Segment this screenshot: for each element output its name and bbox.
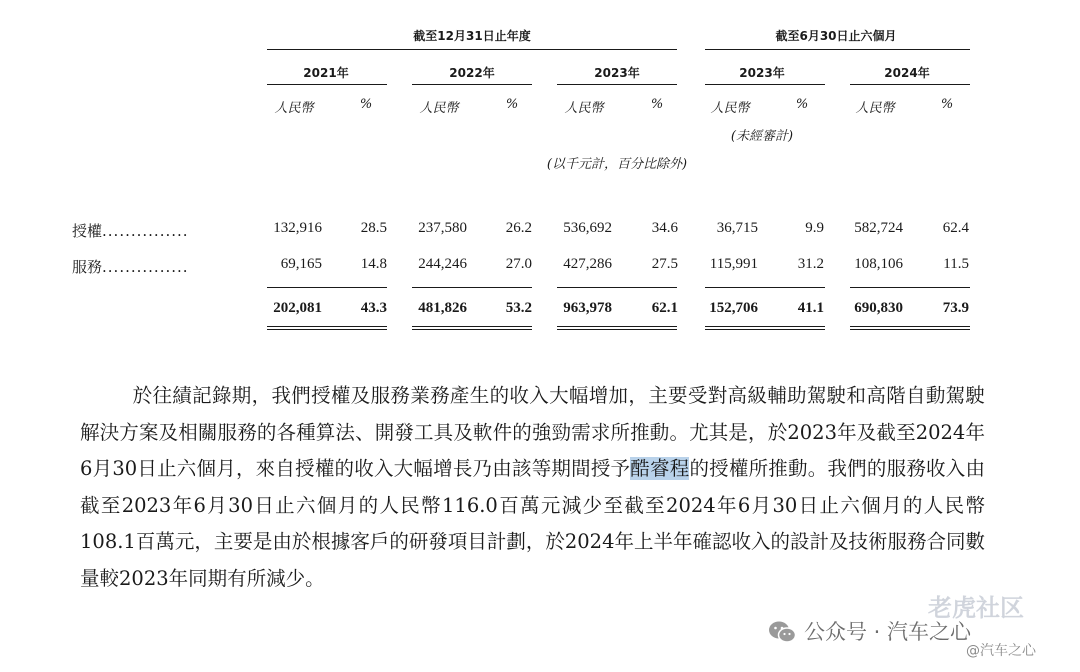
col-rmb-2022: 人民幣 xyxy=(419,101,459,116)
cell-licensing-2021-rmb: 132,916 xyxy=(273,220,322,236)
paragraph-text-before: 於往績記錄期，我們授權及服務業務產生的收入大幅增加，主要受對高級輔助駕駛和高階自動駕駛解決方案及相關服務的各種算法、開發工具及軟件的強勁需求所推動。尤其是，於2023年及截至2024年6月30日止六個月，來自授權的收入大幅增長乃由該等期間授予 xyxy=(80,384,985,480)
total-double-rule-2023 xyxy=(557,326,677,327)
year-rule-2021 xyxy=(267,84,387,85)
cell-licensing-2021-pct: 28.5 xyxy=(360,220,387,236)
total-double-rule-2021 xyxy=(267,326,387,327)
watermark-text-wechat: 公众号 · 汽车之心 xyxy=(804,620,972,644)
col-pct-2024-six-months: % xyxy=(940,97,954,112)
col-rmb-2021: 人民幣 xyxy=(274,101,314,116)
cell-services-2023h1-pct: 31.2 xyxy=(797,256,824,272)
year-header-2021: 2021年 xyxy=(303,66,349,80)
group-header-fiscal-year: 截至12月31日止年度 xyxy=(413,29,531,43)
row-label-licensing xyxy=(72,220,189,241)
col-rmb-2023-six-months: 人民幣 xyxy=(710,101,750,116)
year-rule-2024-six-months xyxy=(850,84,970,85)
year-header-2023-six-months: 2023年 xyxy=(739,66,785,80)
total-2021-rmb: 202,081 xyxy=(273,300,322,316)
year-rule-2023-six-months xyxy=(705,84,825,85)
total-2024h1-rmb: 690,830 xyxy=(854,300,903,316)
cell-licensing-2024h1-rmb: 582,724 xyxy=(854,220,903,236)
col-pct-2021: % xyxy=(359,97,373,112)
subtotal-rule-2023-six-months xyxy=(705,287,825,288)
total-2024h1-pct: 73.9 xyxy=(942,300,969,316)
group-rule-six-months xyxy=(705,49,970,50)
watermark-text-community: 老虎社区 xyxy=(928,594,1024,622)
total-2023h1-rmb: 152,706 xyxy=(709,300,758,316)
total-double-rule-2023-six-months xyxy=(705,326,825,327)
paragraph-text xyxy=(80,378,985,597)
col-pct-2023: % xyxy=(650,97,664,112)
cell-services-2023-rmb: 427,286 xyxy=(563,256,612,272)
subtotal-rule-2023 xyxy=(557,287,677,288)
row-label-services xyxy=(72,256,189,277)
subtotal-rule-2021 xyxy=(267,287,387,288)
body-paragraph xyxy=(80,378,985,597)
subtotal-rule-2024-six-months xyxy=(850,287,970,288)
cell-licensing-2023h1-pct: 9.9 xyxy=(805,220,824,236)
cell-licensing-2023h1-rmb: 36,715 xyxy=(716,220,758,236)
cell-licensing-2023-rmb: 536,692 xyxy=(563,220,612,236)
cell-services-2023-pct: 27.5 xyxy=(651,256,678,272)
cell-services-2023h1-rmb: 115,991 xyxy=(709,256,758,272)
paragraph-text-after: 的授權所推動。我們的服務收入由截至2023年6月30日止六個月的人民幣116.0百萬元減少至截至2024年6月30日止六個月的人民幣108.1百萬元，主要是由於根據客戶的研發項目計劃，於2024年上半年確認收入的設計及技術服務合同數量較2023年同期有所減少。 xyxy=(80,457,985,590)
total-2021-pct: 43.3 xyxy=(360,300,387,316)
row-label-leader-dots: ............... xyxy=(102,222,189,240)
cell-services-2022-pct: 27.0 xyxy=(505,256,532,272)
total-double-rule-2022 xyxy=(412,326,532,327)
year-rule-2022 xyxy=(412,84,532,85)
total-2023h1-pct: 41.1 xyxy=(797,300,824,316)
unaudited-note: (未經審計) xyxy=(730,129,794,144)
cell-licensing-2022-pct: 26.2 xyxy=(505,220,532,236)
watermark-community xyxy=(928,588,1024,623)
year-header-2023: 2023年 xyxy=(594,66,640,80)
watermark-handle xyxy=(966,640,1036,660)
row-label-text: 授權 xyxy=(72,222,103,240)
watermark-text-handle: @汽车之心 xyxy=(966,643,1036,659)
col-pct-2023-six-months: % xyxy=(795,97,809,112)
cell-licensing-2024h1-pct: 62.4 xyxy=(942,220,969,236)
cell-services-2021-pct: 14.8 xyxy=(360,256,387,272)
year-header-2022: 2022年 xyxy=(449,66,495,80)
year-header-2024-six-months: 2024年 xyxy=(884,66,930,80)
cell-licensing-2022-rmb: 237,580 xyxy=(418,220,467,236)
wechat-icon xyxy=(768,620,796,649)
cell-services-2021-rmb: 69,165 xyxy=(280,256,322,272)
col-pct-2022: % xyxy=(505,97,519,112)
total-2022-rmb: 481,826 xyxy=(418,300,467,316)
total-2022-pct: 53.2 xyxy=(505,300,532,316)
total-2023-pct: 62.1 xyxy=(651,300,678,316)
group-header-six-months: 截至6月30日止六個月 xyxy=(775,29,897,43)
total-2023-rmb: 963,978 xyxy=(563,300,612,316)
group-rule-fiscal-year xyxy=(267,49,677,50)
cell-licensing-2023-pct: 34.6 xyxy=(651,220,678,236)
year-rule-2023 xyxy=(557,84,677,85)
cell-services-2022-rmb: 244,246 xyxy=(418,256,467,272)
highlighted-company-name[interactable]: 酷睿程 xyxy=(630,457,690,480)
total-double-rule-2024-six-months xyxy=(850,326,970,327)
row-label-leader-dots: ............... xyxy=(102,258,189,276)
subtotal-rule-2022 xyxy=(412,287,532,288)
col-rmb-2023: 人民幣 xyxy=(564,101,604,116)
row-label-text: 服務 xyxy=(72,258,103,276)
cell-services-2024h1-pct: 11.5 xyxy=(943,256,969,272)
cell-services-2024h1-rmb: 108,106 xyxy=(854,256,903,272)
col-rmb-2024-six-months: 人民幣 xyxy=(855,101,895,116)
unit-note: (以千元計，百分比除外) xyxy=(546,157,688,172)
